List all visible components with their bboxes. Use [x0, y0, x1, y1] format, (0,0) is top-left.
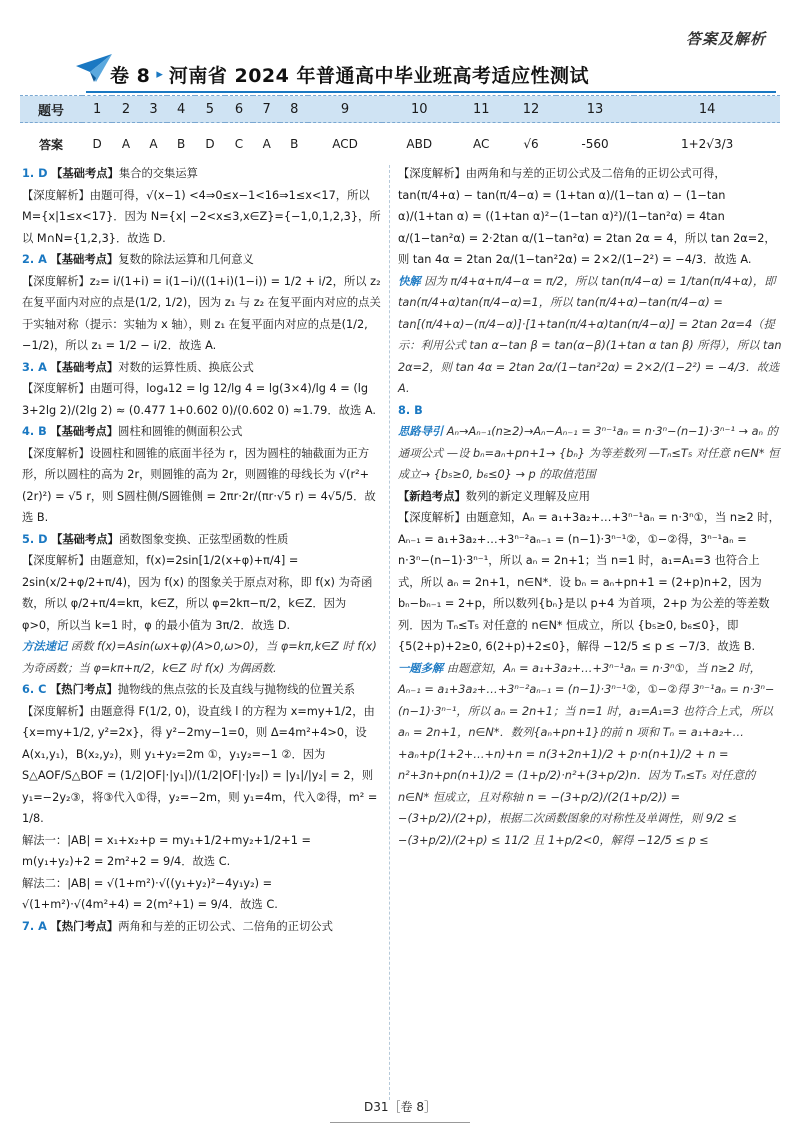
question-number: 9 — [308, 96, 382, 123]
question-number-label: 题号 — [20, 96, 82, 123]
question-number: 14 — [634, 96, 780, 123]
paragraph-text: 由题意知，Aₙ = a₁+3a₂+…+3ⁿ⁻¹aₙ = n·3ⁿ①，当 n≥2 时，Aₙ₋₁ = a₁+3a₂+…+3ⁿ⁻²aₙ₋₁ = (n−1)·3ⁿ⁻¹②，①−②得 3ⁿ⁻¹aₙ = n·3ⁿ−(n−1)·3ⁿ⁻¹，所以 aₙ = 2n+1；当 n=1 时，a₁=A₁=3 也符合上式，所以 aₙ = 2n+1，n∈N*．数列{aₙ+pn+1}的前 n 项和 Tₙ = a₁+a₂+…+aₙ+p(1+2+…+n)+n = n(3+2n+1)/2 + p·n(n+1)/2 + n = n²+3n+pn(n+1)/2 = (1+p/2)·n²+(3+p/2)n．因为 Tₙ≤T₅ 对任意的 n∈N* 恒成立，且对称轴 n = −(3+p/2)/(2(1+p/2)) = −(3+p/2)/(2+p)，根据二次函数图象的对称性及单调性，则 9/2 ≤ −(3+p/2)/(2+p) ≤ 11/2 且 1+p/2<0，解得 −12/5 ≤ p ≤ — [398, 661, 775, 847]
solution-paragraph — [22, 830, 382, 873]
method-note — [398, 271, 782, 400]
title-bar — [110, 60, 730, 88]
paragraph-text: 【深度解析】由题意知，f(x)=2sin[1/2(x+φ)+π/4] = 2sin(x/2+φ/2+π/4)，因为 f(x) 的图象关于原点对称，即 f(x) 为奇函数，所以 φ/2+π/4=kπ，k∈Z，所以 φ=2kπ−π/2，k∈Z．因为 φ>0，所以当 k=1 时，φ 的最小值为 3π/2．故选 D. — [22, 554, 373, 632]
topic-tag: 【基础考点】 — [50, 425, 119, 438]
question-heading — [22, 357, 382, 379]
question-number-answer: 4. B — [22, 425, 47, 438]
question-number: 3 — [140, 96, 168, 123]
answer-cell: ABD — [382, 123, 456, 166]
answer-cell: D — [82, 123, 112, 166]
left-column — [22, 163, 382, 937]
paragraph-text: 对数的运算性质、换底公式 — [118, 360, 254, 374]
solution-paragraph — [22, 873, 382, 916]
paragraph-text: 解法二：|AB| = √(1+m²)·√((y₁+y₂)²−4y₁y₂) = √(1+m²)·√(4m²+4) = 2(m²+1) = 9/4．故选 C. — [22, 876, 278, 911]
paragraph-text: 【深度解析】z₂= i/(1+i) = i(1−i)/((1+i)(1−i)) = 1/2 + i/2，所以 z₂ 在复平面内对应的点是(1/2, 1/2)，因为 z₁ 与 z₂ 在复平面内对应的点关于实轴对称（提示：实轴为 x 轴），则 z₁ 在复平面内对应的点是(1/2, −1/2)，所以 z₁ = 1/2 − i/2．故选 A. — [22, 274, 381, 352]
solution-paragraph — [22, 185, 382, 250]
question-number: 2 — [112, 96, 140, 123]
topic-tag: 【基础考点】 — [51, 167, 119, 180]
paragraph-text: 圆柱和圆锥的侧面积公式 — [118, 425, 243, 438]
paragraph-text: 【深度解析】设圆柱和圆锥的底面半径为 r，因为圆柱的轴截面为正方形，所以圆柱的高为 2r，则圆锥的高为 2r，则圆锥的母线长为 √(r²+(2r)²) = √5 r，则 S圆柱侧/S圆锥侧 = 2πr·2r/(πr·√5 r) = 4√5/5．故选 B. — [22, 446, 376, 524]
solution-paragraph — [398, 507, 782, 658]
question-number: 10 — [382, 96, 456, 123]
answer-cell: ACD — [308, 123, 382, 166]
question-heading — [22, 249, 382, 271]
answer-table-answer-row — [20, 123, 780, 166]
question-number: 6 — [225, 96, 253, 123]
exam-number: 卷 8 — [110, 64, 151, 87]
answer-cell: B — [167, 123, 195, 166]
topic-tag: 【基础考点】 — [51, 532, 119, 546]
question-heading — [22, 421, 382, 443]
question-number: 5 — [195, 96, 225, 123]
question-number: 11 — [456, 96, 506, 123]
paragraph-text: 函数 f(x)=Asin(ωx+φ)(A>0,ω>0)，当 φ=kπ,k∈Z 时 f(x) 为奇函数；当 φ=kπ+π/2，k∈Z 时 f(x) 为偶函数. — [22, 640, 377, 675]
page-title: 河南省 2024 年普通高中毕业班高考适应性测试 — [168, 64, 589, 87]
question-heading — [398, 400, 782, 422]
paragraph-text: 数列的新定义理解及应用 — [465, 489, 591, 503]
method-label: 思路导引 — [398, 425, 444, 438]
paragraph-text: 【深度解析】由两角和与差的正切公式及二倍角的正切公式可得，tan(π/4+α) − tan(π/4−α) = (1+tan α)/(1−tan α) − (1−tan α)/(1+tan α) = ((1+tan α)²−(1−tan α)²)/(1−tan²α) = 4tan α/(1−tan²α) = 2·2tan α/(1−tan²α) = 2tan 2α = 4，所以 tan 2α=2，则 tan 4α = 2tan 2α/(1−tan²2α) = 2×2/(1−2²) = −4/3．故选 A. — [398, 167, 776, 266]
paragraph-text: 复数的除法运算和几何意义 — [118, 253, 254, 266]
answer-cell: D — [195, 123, 225, 166]
solution-paragraph — [22, 271, 382, 357]
topic-tag: 【热门考点】 — [50, 919, 119, 933]
method-label: 方法速记 — [22, 640, 68, 653]
question-number-answer: 5. D — [22, 532, 48, 546]
answer-cell: AC — [456, 123, 506, 166]
question-number: 13 — [556, 96, 634, 123]
method-note — [22, 636, 382, 679]
answer-cell: -560 — [556, 123, 634, 166]
solution-paragraph — [398, 163, 782, 271]
right-column — [398, 163, 782, 851]
paragraph-text: 【深度解析】由题可得，√(x−1) <4⇒0≤x−1<16⇒1≤x<17，所以 M={x|1≤x<17}．因为 N={x| −2<x≤3,x∈Z}={−1,0,1,2,3}，所以 M∩N={1,2,3}．故选 D. — [22, 188, 381, 245]
paragraph-text: 两角和与差的正切公式、二倍角的正切公式 — [118, 919, 333, 933]
page-footer: D31［卷 8］ — [364, 1100, 436, 1114]
method-label: 一题多解 — [398, 661, 444, 675]
paragraph-text: Aₙ→Aₙ₋₁(n≥2)→Aₙ−Aₙ₋₁ = 3ⁿ⁻¹aₙ = n·3ⁿ−(n−1)·3ⁿ⁻¹ → aₙ 的通项公式 —设 bₙ=aₙ+pn+1→ {bₙ} 为等差数列 —Tₙ≤T₅ 对任意 n∈N* 恒成立→ {b₅≥0, b₆≤0} → p 的取值范围 — [398, 425, 780, 481]
paragraph-text: 解法一：|AB| = x₁+x₂+p = my₁+1/2+my₂+1/2+1 = m(y₁+y₂)+2 = 2m²+2 = 9/4．故选 C. — [22, 833, 312, 868]
answer-cell: C — [225, 123, 253, 166]
question-number: 8 — [280, 96, 308, 123]
question-heading — [22, 679, 382, 701]
solution-paragraph — [22, 378, 382, 421]
question-number: 1 — [82, 96, 112, 123]
topic-tag: 【基础考点】 — [50, 253, 119, 266]
topic-tag: 【热门考点】 — [49, 683, 118, 696]
paragraph-text: 【深度解析】由题意知，Aₙ = a₁+3a₂+…+3ⁿ⁻¹aₙ = n·3ⁿ①，当 n≥2 时，Aₙ₋₁ = a₁+3a₂+…+3ⁿ⁻²aₙ₋₁ = (n−1)·3ⁿ⁻¹②，①−②得，3ⁿ⁻¹aₙ = n·3ⁿ−(n−1)·3ⁿ⁻¹，所以 aₙ = 2n+1；当 n=1 时，a₁=A₁=3 也符合上式，所以 aₙ = 2n+1，n∈N*．设 bₙ = aₙ+pn+1 = (2+p)n+2，因为 bₙ−bₙ₋₁ = 2+p，所以数列{bₙ}是以 p+4 为首项，2+p 为公差的等差数列．因为 Tₙ≤T₅ 对任意的 n∈N* 恒成立，所以 {b₅≥0, b₆≤0}，即 {5(2+p)+2≥0, 6(2+p)+2≤0}，解得 −12/5 ≤ p ≤ −7/3．故选 B. — [398, 511, 780, 653]
solution-paragraph — [398, 486, 782, 508]
solution-paragraph — [22, 550, 382, 636]
topic-tag: 【基础考点】 — [50, 360, 119, 374]
paragraph-text: 【深度解析】由题可得，log₄12 = lg 12/lg 4 = lg(3×4)/lg 4 = (lg 3+2lg 2)/(2lg 2) ≈ (0.477 1+0.602 0)/(0.602 0) ≈1.79．故选 A. — [22, 382, 376, 417]
answer-cell: A — [112, 123, 140, 166]
method-label: 快解 — [398, 274, 421, 288]
title-arrow-icon: ▸ — [156, 66, 163, 82]
title-underline — [86, 91, 776, 93]
answer-cell: A — [140, 123, 168, 166]
question-number-answer: 7. A — [22, 919, 47, 933]
answer-table-head-row — [20, 96, 780, 123]
topic-tag: 【新趋考点】 — [398, 489, 466, 503]
question-number-answer: 8. B — [398, 403, 423, 417]
question-number-answer: 2. A — [22, 253, 47, 266]
method-note — [398, 421, 782, 486]
question-number-answer: 6. C — [22, 683, 47, 696]
answer-label: 答案 — [20, 123, 82, 166]
column-divider — [389, 165, 390, 1100]
method-note — [398, 658, 782, 852]
question-number: 12 — [506, 96, 556, 123]
paper-plane-logo-icon — [74, 52, 114, 86]
solution-paragraph — [22, 701, 382, 830]
question-number: 4 — [167, 96, 195, 123]
question-number-answer: 1. D — [22, 167, 48, 180]
question-number-answer: 3. A — [22, 360, 47, 374]
paragraph-text: 因为 π/4+α+π/4−α = π/2，所以 tan(π/4−α) = 1/tan(π/4+α)，即 tan(π/4+α)tan(π/4−α)=1，所以 tan(π/4+α)−tan(π/4−α) = tan[(π/4+α)−(π/4−α)]·[1+tan(π/4+α)tan(π/4−α)] = 2tan 2α=4（提示：利用公式 tan α−tan β = tan(α−β)(1+tan α tan β) 所得），所以 tan 2α=2，则 tan 4α = 2tan 2α/(1−tan²2α) = 2×2/(1−2²) = −4/3．故选 A. — [398, 274, 782, 395]
question-heading — [22, 529, 382, 551]
section-label: 答案及解析 — [685, 30, 766, 48]
solution-paragraph — [22, 443, 382, 529]
footer-rule — [330, 1122, 470, 1123]
answer-cell: 1+2√3/3 — [634, 123, 780, 166]
question-heading — [22, 916, 382, 938]
paragraph-text: 集合的交集运算 — [118, 167, 198, 180]
answer-table — [20, 95, 780, 165]
question-number: 7 — [253, 96, 281, 123]
question-heading — [22, 163, 382, 185]
paragraph-text: 【深度解析】由题意得 F(1/2, 0)，设直线 l 的方程为 x=my+1/2，由 {x=my+1/2, y²=2x}，得 y²−2my−1=0，则 Δ=4m²+4>0，设 A(x₁,y₁)，B(x₂,y₂)，则 y₁+y₂=2m ①，y₁y₂=−1 ②．因为 S△AOF/S△BOF = (1/2|OF|·|y₁|)/(1/2|OF|·|y₂|) = |y₁|/|y₂| = 2，则 y₁=−2y₂③，将③代入①得，y₂=−2m，则 y₁=4m，代入②得，m² = 1/8. — [22, 704, 378, 825]
paragraph-text: 抛物线的焦点弦的长及直线与抛物线的位置关系 — [117, 683, 356, 696]
answer-cell: B — [280, 123, 308, 166]
paragraph-text: 函数图象变换、正弦型函数的性质 — [118, 532, 289, 546]
answer-cell: √6 — [506, 123, 556, 166]
answer-cell: A — [253, 123, 281, 166]
